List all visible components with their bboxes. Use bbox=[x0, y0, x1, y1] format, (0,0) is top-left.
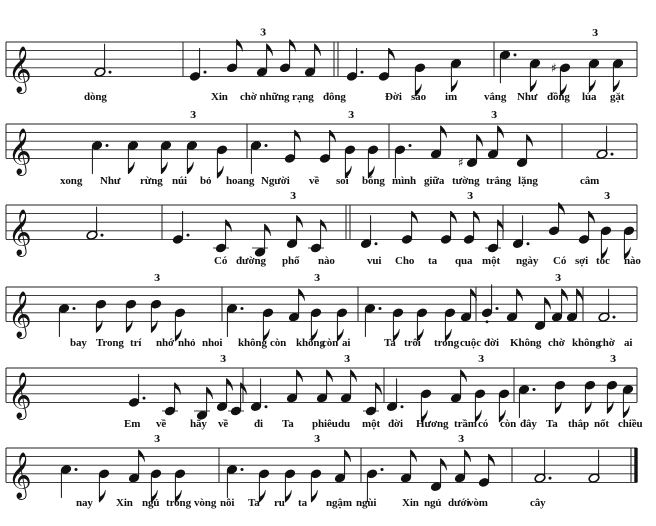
lyric-syllable: hãy bbox=[190, 418, 207, 430]
note-flag bbox=[175, 383, 181, 395]
note-flag bbox=[517, 289, 523, 301]
lyric-syllable: Xin bbox=[402, 497, 419, 509]
lyric-syllable: chờ bbox=[598, 337, 615, 349]
lyric-syllable: chiều bbox=[618, 418, 643, 430]
lyric-syllable: dòng bbox=[84, 91, 107, 103]
note-flag bbox=[577, 289, 583, 301]
augmentation-dot bbox=[527, 242, 530, 245]
note-flag bbox=[389, 48, 395, 60]
lyric-syllable: câm bbox=[580, 175, 600, 187]
lyric-syllable: ngủ bbox=[424, 497, 442, 509]
note-flag bbox=[265, 224, 271, 236]
tuplet-3-mark: 3 bbox=[555, 274, 562, 284]
tuplet-3-mark: 3 bbox=[154, 274, 161, 284]
lyric-syllable: ngậm bbox=[326, 497, 352, 509]
note-flag bbox=[321, 220, 327, 232]
tuplet-3-mark: 3 bbox=[592, 29, 599, 39]
lyric-syllable: không bbox=[238, 337, 267, 349]
note-flag bbox=[351, 370, 357, 382]
lyric-syllable: Ta bbox=[282, 418, 294, 430]
lyric-syllable: Ta bbox=[248, 497, 260, 509]
note-flag bbox=[376, 383, 382, 395]
lyric-syllable: còn bbox=[322, 337, 339, 349]
note-flag bbox=[607, 402, 613, 414]
note-flag bbox=[412, 211, 418, 223]
note-flag bbox=[297, 215, 303, 227]
lyric-syllable: chờ bbox=[548, 337, 565, 349]
lyric-syllable: du bbox=[338, 418, 351, 430]
note-flag bbox=[474, 211, 480, 223]
tuplet-3-mark: 3 bbox=[154, 435, 161, 445]
lyric-syllable: đời bbox=[388, 418, 403, 430]
lyric-syllable: ngủ bbox=[142, 497, 160, 509]
note-flag bbox=[187, 162, 193, 174]
lyric-syllable: Có bbox=[214, 255, 228, 267]
augmentation-dot bbox=[514, 53, 517, 56]
note-flag bbox=[562, 289, 568, 301]
note-flag bbox=[297, 370, 303, 382]
augmentation-dot bbox=[143, 397, 146, 400]
note-flag bbox=[559, 202, 565, 214]
note-flag bbox=[451, 211, 457, 223]
lyric-syllable: phiêu bbox=[312, 418, 338, 430]
lyric-syllable: tường bbox=[452, 175, 480, 187]
lyric-syllable: Có bbox=[553, 255, 567, 267]
lyric-syllable: đồng bbox=[547, 91, 570, 103]
lyric-syllable: lặng bbox=[518, 175, 538, 187]
lyric-syllable: gặt bbox=[610, 91, 625, 103]
lyric-syllable: soi bbox=[336, 175, 349, 187]
lyric-syllable: nào bbox=[624, 255, 641, 267]
lyric-syllable: xong bbox=[60, 175, 83, 187]
augmentation-dot bbox=[613, 316, 616, 319]
tuplet-3-mark: 3 bbox=[290, 192, 297, 202]
lyric-syllable: ru bbox=[274, 497, 285, 509]
lyric-syllable: Như bbox=[517, 91, 538, 103]
sharp-icon: ♯ bbox=[551, 60, 557, 75]
note-flag bbox=[330, 130, 336, 142]
lyric-syllable: còn bbox=[270, 337, 287, 349]
lyric-syllable: về bbox=[309, 175, 320, 187]
note-flag bbox=[285, 490, 291, 502]
lyric-syllable: phố bbox=[282, 255, 300, 267]
sharp-icon: ♯ bbox=[458, 155, 464, 170]
note-flag bbox=[589, 211, 595, 223]
lyric-syllable: ta bbox=[428, 255, 437, 267]
note-flag bbox=[489, 454, 495, 466]
lyric-syllable: một bbox=[362, 418, 381, 430]
lyric-syllable: Hương bbox=[416, 418, 449, 430]
note-flag bbox=[623, 406, 629, 418]
augmentation-dot bbox=[533, 388, 536, 391]
augmentation-dot bbox=[101, 234, 104, 237]
treble-clef-icon: 𝄞 bbox=[8, 372, 32, 419]
lyric-syllable: lúa bbox=[582, 91, 597, 103]
lyric-syllable: dưới bbox=[448, 497, 470, 509]
augmentation-dot bbox=[241, 468, 244, 471]
note-flag bbox=[161, 162, 167, 174]
lyric-syllable: nào bbox=[318, 255, 335, 267]
note-flag bbox=[237, 39, 243, 51]
lyric-syllable: qua bbox=[455, 255, 473, 267]
lyric-syllable: có bbox=[478, 418, 489, 430]
lyric-syllable: ngùi bbox=[356, 497, 377, 509]
lyric-syllable: Trong bbox=[96, 337, 124, 349]
note-flag bbox=[345, 450, 351, 462]
lyric-syllable: Ta bbox=[546, 418, 558, 430]
augmentation-dot bbox=[187, 234, 190, 237]
lyric-syllable: Xin bbox=[116, 497, 133, 509]
note-flag bbox=[217, 166, 223, 178]
lyric-syllable: núi bbox=[172, 175, 187, 187]
lyric-syllable: nhỏ bbox=[178, 337, 196, 349]
tuplet-3-mark: 3 bbox=[610, 355, 617, 365]
lyric-syllable: cây bbox=[530, 497, 546, 509]
augmentation-dot bbox=[379, 307, 382, 310]
lyric-syllable: trí bbox=[130, 337, 142, 349]
augmentation-dot bbox=[401, 405, 404, 408]
lyric-syllable: ta bbox=[298, 497, 307, 509]
note-flag bbox=[295, 130, 301, 142]
augmentation-dot bbox=[409, 144, 412, 147]
lyric-syllable: bóng bbox=[362, 175, 385, 187]
note-flag bbox=[545, 297, 551, 309]
lyric-syllable: nốt bbox=[594, 418, 609, 430]
lyric-syllable: Người bbox=[261, 175, 290, 187]
lyric-syllable: giữa bbox=[424, 175, 445, 187]
lyric-syllable: trong bbox=[434, 337, 459, 349]
tuplet-3-mark: 3 bbox=[491, 111, 498, 121]
lyric-syllable: về bbox=[156, 418, 167, 430]
lyric-syllable: vòng bbox=[194, 497, 217, 509]
lyric-syllable: đời bbox=[484, 337, 499, 349]
note-flag bbox=[126, 321, 132, 333]
note-flag bbox=[96, 321, 102, 333]
augmentation-dot bbox=[241, 307, 244, 310]
lyric-syllable: đường bbox=[236, 255, 266, 267]
tuplet-3-mark: 3 bbox=[604, 192, 611, 202]
treble-clef-icon: 𝄞 bbox=[8, 291, 32, 338]
treble-clef-icon: 𝄞 bbox=[8, 452, 32, 499]
note-flag bbox=[315, 44, 321, 56]
lyric-syllable: đông bbox=[323, 91, 346, 103]
note-flag bbox=[498, 126, 504, 138]
lyric-syllable: Như bbox=[100, 175, 121, 187]
lyric-syllable: nhoi bbox=[202, 337, 223, 349]
note-flag bbox=[241, 383, 247, 395]
note-flag bbox=[299, 289, 305, 301]
augmentation-dot bbox=[549, 477, 552, 480]
augmentation-dot bbox=[204, 71, 207, 74]
lyric-syllable: vòm bbox=[468, 497, 488, 509]
lyric-syllable: sợi bbox=[575, 255, 589, 267]
treble-clef-icon: 𝄞 bbox=[8, 46, 32, 93]
lyric-syllable: trôi bbox=[404, 337, 421, 349]
lyric-syllable: đi bbox=[254, 418, 263, 430]
lyric-syllable: rừng bbox=[140, 175, 163, 187]
note-flag bbox=[139, 450, 145, 462]
augmentation-dot bbox=[73, 307, 76, 310]
note-flag bbox=[441, 126, 447, 138]
lyric-syllable: vui bbox=[367, 255, 382, 267]
tuplet-3-mark: 3 bbox=[190, 111, 197, 121]
tuplet-3-mark: 3 bbox=[260, 28, 267, 39]
augmentation-dot bbox=[496, 307, 499, 310]
note-flag bbox=[327, 370, 333, 382]
note-flag bbox=[99, 490, 105, 502]
note-flag bbox=[441, 458, 447, 470]
note-flag bbox=[461, 370, 467, 382]
lyric-syllable: đây bbox=[520, 418, 537, 430]
lyric-syllable: chờ những rạng bbox=[240, 91, 314, 103]
augmentation-dot bbox=[611, 153, 614, 156]
note-flag bbox=[128, 162, 134, 174]
lyric-syllable: cuộc bbox=[460, 337, 481, 349]
lyric-syllable: mình bbox=[392, 175, 417, 187]
lyric-syllable: Em bbox=[124, 418, 141, 430]
augmentation-dot bbox=[361, 71, 364, 74]
lyric-syllable: trong bbox=[166, 497, 191, 509]
tuplet-3-mark: 3 bbox=[348, 111, 355, 121]
note-flag bbox=[411, 450, 417, 462]
lyric-syllable: bay bbox=[70, 337, 87, 349]
augmentation-dot bbox=[109, 71, 112, 74]
tuplet-3-mark: 3 bbox=[478, 355, 485, 365]
lyric-syllable: một bbox=[482, 255, 501, 267]
lyric-syllable: nôi bbox=[220, 497, 235, 509]
lyric-syllable: còn bbox=[500, 418, 517, 430]
lyric-syllable: Không bbox=[510, 337, 542, 349]
lyric-syllable: vắng bbox=[484, 91, 507, 103]
note-flag bbox=[151, 321, 157, 333]
note-flag bbox=[311, 490, 317, 502]
augmentation-dot bbox=[375, 242, 378, 245]
tuplet-3-mark: 3 bbox=[314, 274, 321, 284]
lyric-syllable: Cho bbox=[395, 255, 415, 267]
lyric-syllable: ai bbox=[624, 337, 633, 349]
tuplet-3-mark: 3 bbox=[220, 355, 227, 365]
lyric-syllable: trầm bbox=[454, 418, 477, 430]
lyric-syllable: không bbox=[296, 337, 325, 349]
note-flag bbox=[527, 134, 533, 146]
lyric-syllable: Xin bbox=[211, 91, 228, 103]
lyric-syllable: tóc bbox=[596, 255, 610, 267]
lyric-syllable: nay bbox=[76, 497, 93, 509]
lyric-syllable: im bbox=[445, 91, 458, 103]
lyric-syllable: về bbox=[218, 418, 229, 430]
treble-clef-icon: 𝄞 bbox=[8, 128, 32, 175]
note-flag bbox=[465, 450, 471, 462]
note-flag bbox=[290, 39, 296, 51]
augmentation-dot bbox=[106, 144, 109, 147]
augmentation-dot bbox=[381, 468, 384, 471]
lyric-syllable: không bbox=[572, 337, 601, 349]
lyric-syllable: Đời bbox=[385, 91, 402, 103]
lyric-syllable: trắng bbox=[486, 175, 512, 187]
lyric-syllable: ngày bbox=[516, 255, 539, 267]
note-flag bbox=[477, 134, 483, 146]
augmentation-dot bbox=[265, 405, 268, 408]
tuplet-3-mark: 3 bbox=[467, 192, 474, 202]
lyric-syllable: sao bbox=[411, 91, 426, 103]
staccato-dot bbox=[486, 320, 489, 323]
augmentation-dot bbox=[75, 468, 78, 471]
lyric-syllable: Ta bbox=[384, 337, 396, 349]
tuplet-3-mark: 3 bbox=[458, 435, 465, 445]
augmentation-dot bbox=[265, 144, 268, 147]
lyric-syllable: nhớ bbox=[156, 337, 175, 349]
note-flag bbox=[585, 402, 591, 414]
lyric-syllable: hoang bbox=[226, 175, 255, 187]
tuplet-3-mark: 3 bbox=[344, 355, 351, 365]
note-flag bbox=[207, 387, 213, 399]
note-flag bbox=[267, 44, 273, 56]
note-flag bbox=[259, 490, 265, 502]
note-flag bbox=[555, 402, 561, 414]
lyric-syllable: bỏ bbox=[200, 175, 212, 187]
treble-clef-icon: 𝄞 bbox=[8, 209, 32, 256]
note-flag bbox=[226, 220, 232, 232]
lyric-syllable: ai bbox=[342, 337, 351, 349]
tuplet-3-mark: 3 bbox=[314, 435, 321, 445]
note-flag bbox=[227, 378, 233, 390]
lyric-syllable: thắp bbox=[568, 418, 589, 430]
